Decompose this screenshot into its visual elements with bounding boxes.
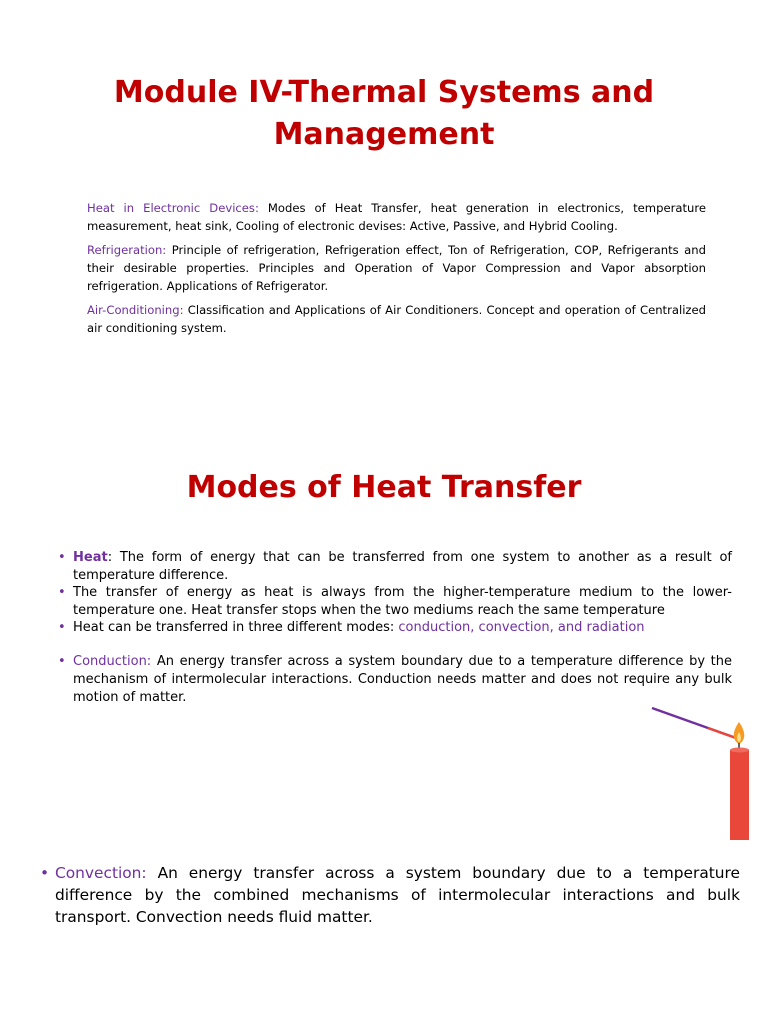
syllabus-air-conditioning: [87, 301, 706, 337]
bullet-body: An energy transfer across a system boundary due to a temperature difference by the combined mechanisms of intermolecular interactions and bulk transport. Convection needs fluid matter.: [55, 864, 740, 926]
syllabus-text: Modes of Heat Transfer, heat generation in electronics, temperature measurement, heat sink, Cooling of electronic devises: Active, Passive, and Hybrid Cooling.: [87, 201, 706, 233]
syllabus-heat-in-electronics: [87, 199, 706, 235]
bullet-highlight: conduction, convection, and radiation: [398, 620, 645, 635]
bullet-text: [55, 862, 740, 928]
bullet-convection: [40, 862, 740, 928]
bullet-term: Conduction:: [73, 654, 152, 669]
candle-icon: [730, 750, 749, 840]
syllabus-text: Principle of refrigeration, Refrigeration effect, Ton of Refrigeration, COP, Refrigerants and their desirable properties. Principles and Operation of Vapor Compression and Vapor absorption refrigeration. Applications of Refrigerator.: [87, 243, 706, 293]
bullet-text: [73, 549, 732, 585]
bullet-marker: •: [58, 585, 66, 600]
bullet-body: Heat can be transferred in three different modes:: [73, 620, 399, 635]
module-title: Module IV-Thermal Systems and Management: [113, 75, 655, 152]
bullet-modes: [58, 619, 732, 637]
syllabus-refrigeration: [87, 241, 706, 295]
syllabus-label: Heat in Electronic Devices:: [87, 201, 259, 215]
bullet-marker: •: [58, 620, 66, 635]
bullet-text: [73, 619, 732, 637]
bullet-marker: •: [40, 864, 50, 882]
candle-top: [730, 748, 749, 753]
bullet-marker: •: [58, 550, 66, 565]
flame-icon: [734, 722, 745, 744]
bullet-term: Convection:: [55, 864, 147, 882]
syllabus-text: Classification and Applications of Air Conditioners. Concept and operation of Centralized air conditioning system.: [87, 303, 706, 335]
bullet-term: Heat: [73, 550, 108, 565]
bullet-body: An energy transfer across a system boundary due to a temperature difference by the mechanism of intermolecular interactions. Conduction needs matter and does not require any bulk motion of matter.: [73, 654, 732, 705]
section-title: Modes of Heat Transfer: [186, 470, 582, 505]
bullet-body: : The form of energy that can be transferred from one system to another as a result of temperature difference.: [73, 550, 732, 583]
bullet-marker: •: [58, 654, 66, 669]
candle-illustration: [646, 700, 756, 845]
bullet-body: The transfer of energy as heat is always from the higher-temperature medium to the lower-temperature one. Heat transfer stops when the two mediums reach the same temperature: [73, 585, 732, 618]
bullet-heat: [58, 549, 732, 585]
heated-rod-tip: [708, 728, 736, 738]
bullet-direction: [58, 584, 732, 620]
syllabus-label: Air-Conditioning:: [87, 303, 184, 317]
syllabus-label: Refrigeration:: [87, 243, 167, 257]
bullet-text: [73, 653, 732, 707]
bullet-conduction: [58, 653, 732, 707]
